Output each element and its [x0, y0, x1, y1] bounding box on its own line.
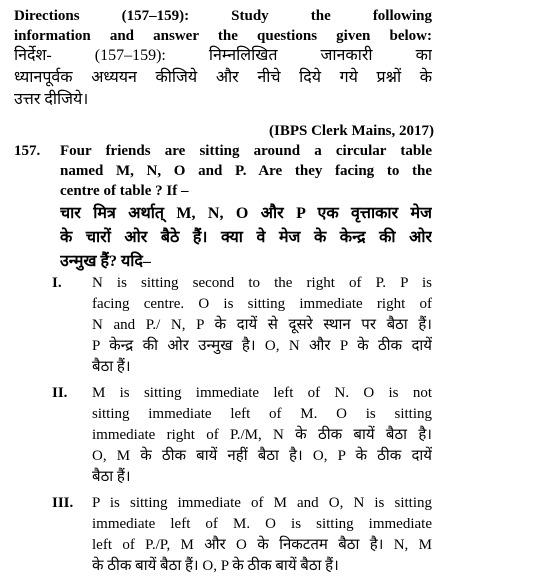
directions-hindi-line: निर्देश- (157–159): निम्नलिखित जानकारी का [14, 47, 432, 64]
statement-line: left of P./P, M और O के निकटतम बैठा है। N, M [92, 537, 432, 553]
question-line: named M, N, O and P. Are they facing to the [60, 163, 432, 179]
question-text-english [60, 141, 432, 201]
statement-line: P is sitting immediate of M and O, N is sitting [92, 495, 432, 511]
exam-source: (IBPS Clerk Mains, 2017) [269, 123, 434, 139]
statement-line: के ठीक बायें बैठा हैं। O, P के ठीक बायें बैठा हैं। [92, 558, 339, 574]
question-line: Four friends are sitting around a circular table [60, 143, 432, 159]
statement-line: O, M के ठीक बायें नहीं बैठा है। O, P के ठीक दायें [92, 448, 432, 464]
directions-english [14, 6, 432, 46]
statement-line: N is sitting second to the right of P. P is [92, 275, 432, 291]
statement-label: II. [52, 385, 68, 401]
statement-label: III. [52, 495, 74, 511]
directions-hindi [14, 45, 432, 111]
directions-hindi-line: उत्तर दीजिये। [14, 91, 89, 108]
statement-line: M is sitting immediate left of N. O is not [92, 385, 432, 401]
question-hindi-line: चार मित्र अर्थात् M, N, O और P एक वृत्ताकार मेज [60, 205, 432, 222]
statement-line: N and P./ N, P के दायें से दूसरे स्थान पर बैठा हैं। [92, 317, 432, 333]
statement-line: sitting immediate left of M. O is sitting [92, 406, 432, 422]
statement-body [92, 383, 432, 488]
question-hindi-line: के चारों ओर बैठे हैं। क्या वे मेज के केन्द्र की ओर [60, 229, 432, 246]
statement-line: बैठा हैं। [92, 469, 131, 485]
directions-line: information and answer the questions given below: [14, 28, 432, 44]
question-number: 157. [14, 143, 41, 159]
statement-line: facing centre. O is sitting immediate right of [92, 296, 432, 312]
statement-line: immediate right of P./M, N के ठीक बायें बैठा है। [92, 427, 432, 443]
directions-hindi-line: ध्यानपूर्वक अध्ययन कीजिये और नीचे दिये गये प्रश्नों के [14, 69, 432, 86]
statement-body [92, 273, 432, 378]
question-hindi-line: उन्मुख हैं? यदि– [60, 253, 151, 270]
question-text-hindi [60, 202, 432, 274]
directions-line: Directions (157–159): Study the following [14, 8, 432, 24]
question-line: centre of table ? If – [60, 183, 189, 199]
statement-line: P केन्द्र की ओर उन्मुख है। O, N और P के ठीक दायें [92, 338, 432, 354]
statement-line: बैठा हैं। [92, 359, 131, 375]
statement-body [92, 493, 432, 577]
statement-label: I. [52, 275, 62, 291]
statement-line: immediate left of M. O is sitting immediate [92, 516, 432, 532]
